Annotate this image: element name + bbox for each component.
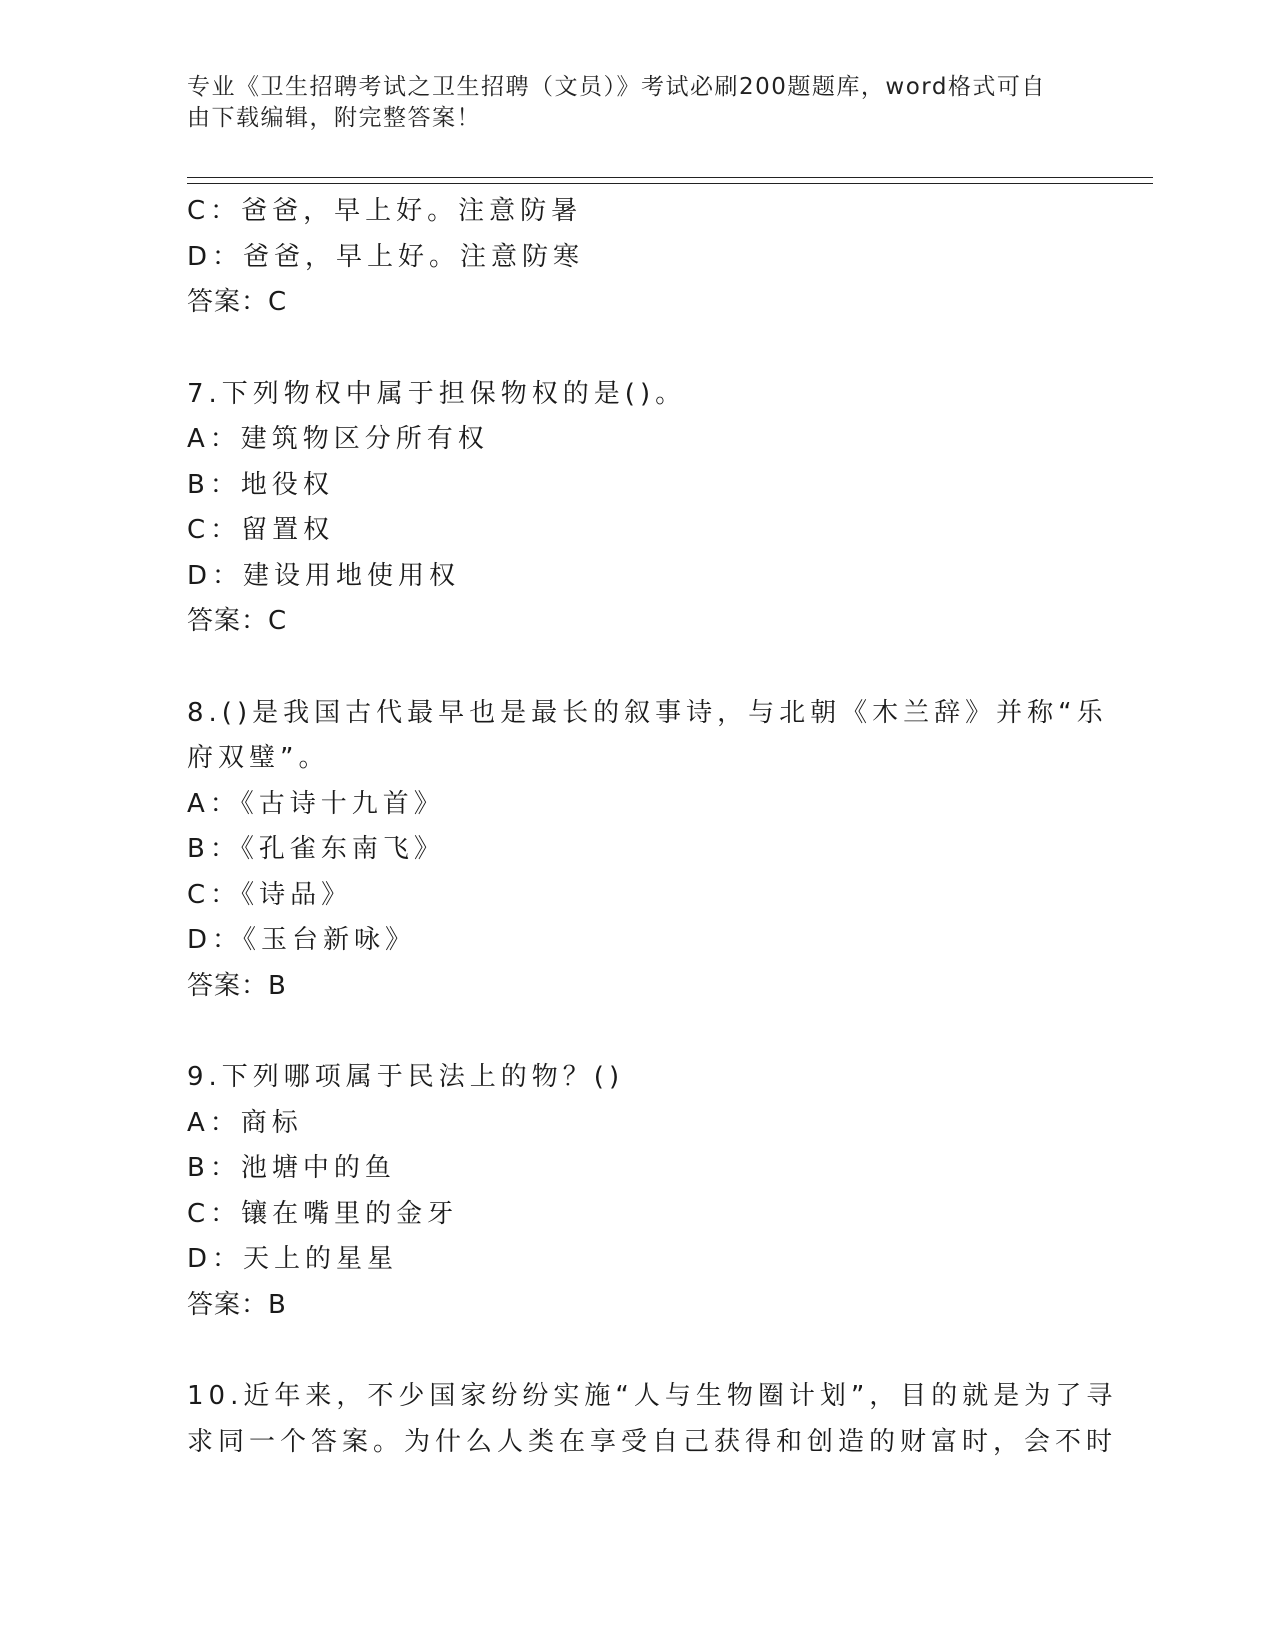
document-body <box>187 189 1118 1465</box>
q7-option-c: C：留置权 <box>187 515 335 545</box>
header-rule-top <box>187 177 1153 178</box>
q7-option-b: B：地役权 <box>187 469 334 500</box>
q8-option-c: C：《诗品》 <box>187 879 353 910</box>
q7-option-d: D：建设用地使用权 <box>187 560 461 591</box>
q8-stem-line-2: 府双璧”。 <box>187 743 330 773</box>
q9-option-b: B：池塘中的鱼 <box>187 1153 396 1183</box>
question-10 <box>187 1374 1118 1465</box>
q6-answer: 答案：C <box>187 287 288 317</box>
spacer <box>187 1328 1087 1374</box>
question-9 <box>187 1055 1087 1328</box>
q10-stem-line-1: 10.近年来，不少国家纷纷实施“人与生物圈计划”，目的就是为了寻 <box>187 1381 1118 1411</box>
q9-option-d: D：天上的星星 <box>187 1244 399 1274</box>
q8-stem-line-1: 8.()是我国古代最早也是最长的叙事诗，与北朝《木兰辞》并称“乐 <box>187 697 1108 728</box>
document-header: 专业《卫生招聘考试之卫生招聘（文员）》考试必刷200题题库，word格式可自由下载编辑，附完整答案！ <box>187 74 1046 131</box>
q10-stem-line-2: 求同一个答案。为什么人类在享受自己获得和创造的财富时，会不时 <box>187 1426 1118 1457</box>
q9-option-a: A：商标 <box>187 1107 303 1138</box>
q9-answer: 答案：B <box>187 1289 287 1320</box>
q8-option-b: B：《孔雀东南飞》 <box>187 834 445 864</box>
spacer <box>187 326 1087 372</box>
q6-option-d: D：爸爸，早上好。注意防寒 <box>187 241 585 272</box>
header-rule-bottom <box>187 183 1153 184</box>
spacer <box>187 1009 1087 1055</box>
q7-stem: 7.下列物权中属于担保物权的是()。 <box>187 378 687 409</box>
q6-option-c: C：爸爸，早上好。注意防暑 <box>187 196 583 226</box>
q7-answer: 答案：C <box>187 606 288 636</box>
spacer <box>187 645 1087 691</box>
question-7 <box>187 372 1087 645</box>
q8-option-d: D：《玉台新咏》 <box>187 925 417 955</box>
q9-stem: 9.下列哪项属于民法上的物？() <box>187 1062 625 1092</box>
question-8 <box>187 691 1108 1010</box>
q7-option-a: A：建筑物区分所有权 <box>187 424 489 454</box>
q9-option-c: C：镶在嘴里的金牙 <box>187 1198 459 1229</box>
q8-answer: 答案：B <box>187 970 287 1001</box>
question-6-tail <box>187 189 1087 326</box>
q8-option-a: A：《古诗十九首》 <box>187 788 445 819</box>
